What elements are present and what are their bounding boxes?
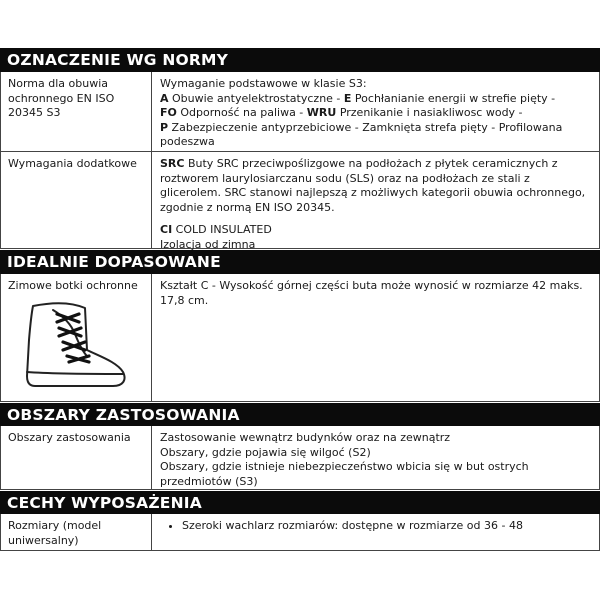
norm-code-wru-text: Przenikanie i nasiakliwosc wody -: [336, 106, 523, 119]
fit-value: Kształt C - Wysokość górnej części buta może wynosić w rozmiarze 42 maks. 17,8 cm.: [160, 279, 583, 307]
section-header-usage: [0, 403, 600, 426]
src-text: Buty SRC przeciwpoślizgowe na podłożach z płytek ceramicznych z roztworem laurylosiarczanu sodu (SLS) oraz na podłożach ze stali z glicerolem. SRC stanowi najlepszą z możliwych kategorii obuwia ochronnego, zgodnie z normą EN ISO 20345.: [160, 157, 586, 214]
ci-desc: Izolacja od zimna: [160, 237, 256, 251]
norm-intro: Wymaganie podstawowe w klasie S3:: [160, 77, 367, 90]
norm-value: [152, 72, 599, 151]
norm-label: Norma dla obuwia ochronnego EN ISO 20345 S3: [1, 72, 152, 151]
features-value: [152, 514, 599, 550]
norm-code-fo-text: Odporność na paliwa -: [176, 106, 307, 119]
section-header-norm-text: OZNACZENIE WG NORMY: [7, 51, 229, 69]
usage-value: [152, 426, 599, 489]
features-row: [0, 514, 600, 551]
ci-text: COLD INSULATED: [172, 223, 272, 236]
norm-code-fo: FO: [160, 106, 177, 119]
section-header-fit: [0, 250, 600, 274]
norm-code-e-text: Pochłanianie energii w strefie pięty -: [351, 91, 556, 105]
norm-code-wru: WRU: [306, 106, 337, 119]
fit-label: Zimowe botki ochronne: [8, 279, 138, 292]
usage-line-3: Obszary, gdzie istnieje niebezpieczeństwo wbicia się w but ostrych przedmiotów (S3): [160, 460, 529, 488]
features-list: [160, 519, 591, 534]
section-header-features: [0, 491, 600, 514]
src-code: SRC: [160, 157, 185, 170]
section-header-usage-text: OBSZARY ZASTOSOWANIA: [7, 405, 240, 424]
fit-row: [0, 274, 600, 402]
usage-line-1: Zastosowanie wewnątrz budynków oraz na zewnątrz: [160, 431, 451, 444]
norm-codes: [160, 92, 591, 150]
fit-label-cell: [1, 274, 152, 401]
norm-code-a-text: Obuwie antyelektrostatyczne -: [168, 91, 344, 105]
usage-row: [0, 426, 600, 490]
norm-code-p-text: Zabezpieczenie antyprzebiciowe - Zamknięta strefa pięty - Profilowana podeszwa: [160, 120, 563, 148]
list-item: • Szeroki wachlarz rozmiarów: dostępne w rozmiarze od 36 - 48: [182, 519, 591, 534]
norm-code-p: P: [160, 120, 169, 134]
ci-code: CI: [160, 223, 173, 236]
extra-label: Wymagania dodatkowe: [1, 152, 152, 248]
norm-row: [0, 72, 600, 152]
src-paragraph: [160, 157, 591, 215]
boot-outline-icon: [13, 300, 133, 392]
norm-code-a: A: [160, 91, 169, 105]
section-header-norm: [0, 48, 600, 72]
ci-line: [160, 223, 591, 238]
extra-value: [152, 152, 599, 251]
features-label: Rozmiary (model uniwersalny): [1, 514, 152, 550]
usage-line-2: Obszary, gdzie pojawia się wilgoć (S2): [160, 445, 371, 459]
section-header-fit-text: IDEALNIE DOPASOWANE: [7, 253, 221, 271]
extra-row: [0, 152, 600, 249]
norm-code-e: E: [343, 91, 352, 105]
usage-label: Obszary zastosowania: [1, 426, 152, 489]
section-header-features-text: CECHY WYPOSAŻENIA: [7, 493, 202, 512]
